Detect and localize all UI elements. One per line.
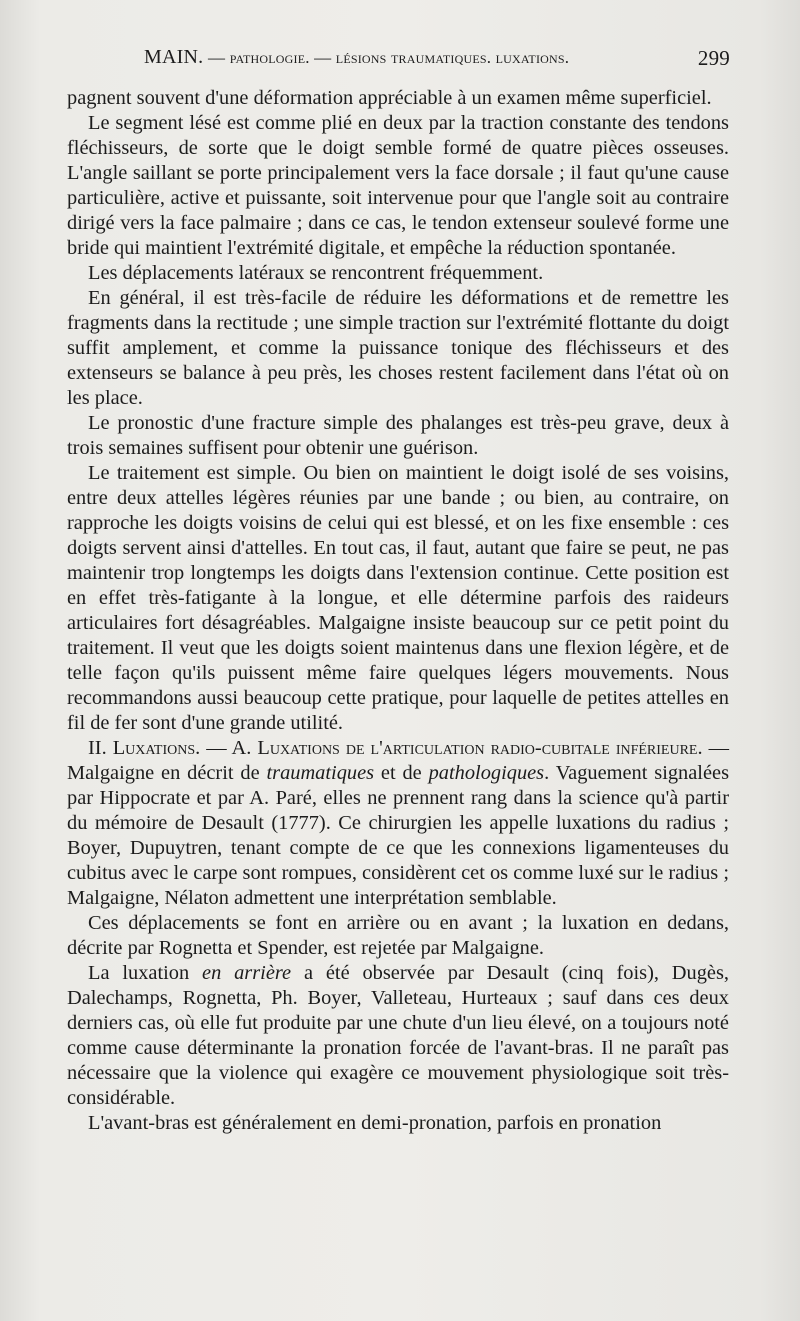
text-run: a été observée par Desault (cinq fois), Dugès, Dalechamps, Rognetta, Ph. Boyer, Valleteau, Hurteaux ; sauf dans ces deux derniers cas, où elle fut produite par une chute d'un lieu élevé, on a toujours noté comme cause déterminante la pronation forcée de l'avant-bras. Il ne paraît pas nécessaire que la violence qui exagère ce mouvement physiologique soit très-considérable. — [67, 962, 730, 1109]
paragraph: Ces déplacements se font en arrière ou en avant ; la luxation en dedans, décrite par Rognetta et Spender, est rejetée par Malgaigne. — [67, 912, 729, 959]
emphasis: traumatiques — [266, 762, 375, 784]
paragraph — [67, 961, 729, 1111]
text-run: . Vaguement signalées par Hippocrate et par A. Paré, elles ne prennent rang dans la science qu'à partir du mémoire de Desault (1777). Ce chirurgien les appelle luxations du radius ; Boyer, Dupuytren, tenant compte de ce que les connexions ligamenteuses du cubitus avec le carpe sont rompues, considèrent cet os comme luxé sur le radius ; Malgaigne, Nélaton admettent une interprétation semblable. — [67, 762, 729, 909]
running-title-section: — pathologie. — lésions traumatiques. luxations. — [208, 48, 570, 67]
running-title — [144, 46, 569, 69]
paragraph: Les déplacements latéraux se rencontrent fréquemment. — [88, 262, 544, 284]
paragraph-luxations — [67, 736, 729, 911]
emphasis: pathologiques — [428, 762, 545, 784]
paragraph: L'avant-bras est généralement en demi-pronation, parfois en pronation — [88, 1112, 662, 1134]
paragraph-continuation: pagnent souvent d'une déformation appréciable à un examen même superficiel. — [67, 87, 712, 109]
paragraph: Le traitement est simple. Ou bien on maintient le doigt isolé de ses voisins, entre deux attelles légères réunies par une bande ; ou bien, au contraire, on rapproche les doigts voisins de celui qui est blessé, et on les fixe ensemble : ces doigts servent ainsi d'attelles. En tout cas, il faut, autant que faire se peut, ne pas maintenir trop longtemps les doigts dans l'extension continue. Cette position est en effet très-fatigante à la longue, et elle détermine parfois des raideurs articulaires fort désagréables. Malgaigne insiste beaucoup sur ce petit point du traitement. Il veut que les doigts soient maintenus dans une flexion légère, et de telle façon qu'ils puissent même faire quelques légers mouvements. Nous recommandons aussi beaucoup cette pratique, pour laquelle de petites attelles en fil de fer sont d'une grande utilité. — [67, 462, 729, 734]
running-header — [144, 46, 732, 76]
body-text — [67, 86, 729, 1136]
page-number: 299 — [697, 46, 730, 70]
text-run: — Malgaigne en décrit de — [67, 737, 730, 784]
emphasis: en arrière — [202, 962, 292, 984]
running-title-main: MAIN. — [144, 46, 204, 68]
paragraph: Le segment lésé est comme plié en deux par la traction constante des tendons fléchisseurs, de sorte que le doigt semble formé de quatre pièces osseuses. L'angle saillant se porte principalement vers la face dorsale ; il faut qu'une cause particulière, active et puissante, soit intervenue pour que l'angle soit au contraire dirigé vers la face palmaire ; dans ce cas, le tendon extenseur soulevé forme une bride qui maintient l'extrémité digitale, et empêche la réduction spontanée. — [67, 112, 729, 259]
section-heading: II. Luxations. — A. Luxations de l'articulation radio-cubitale inférieure. — [88, 737, 703, 759]
paragraph: Le pronostic d'une fracture simple des phalanges est très-peu grave, deux à trois semaines suffisent pour obtenir une guérison. — [67, 412, 729, 459]
paragraph: En général, il est très-facile de réduire les déformations et de remettre les fragments dans la rectitude ; une simple traction sur l'extrémité flottante du doigt suffit amplement, et comme la puissance tonique des fléchisseurs et des extenseurs se balance à peu près, les choses restent facilement dans l'état où on les place. — [67, 287, 729, 409]
text-run: et de — [374, 762, 429, 784]
text-run: La luxation — [88, 962, 203, 984]
